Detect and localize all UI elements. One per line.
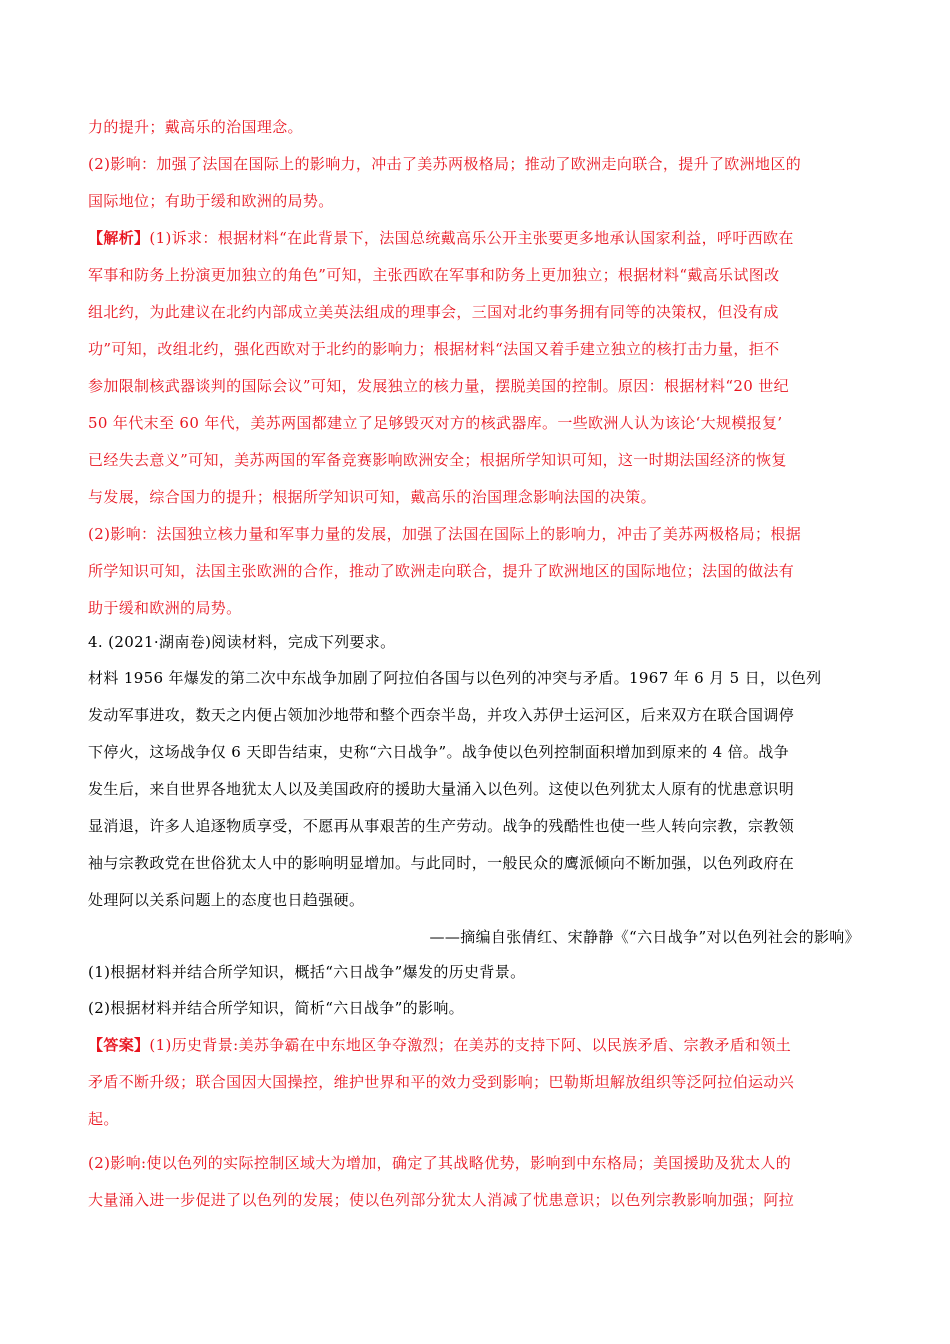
material-line: 下停火，这场战争仅 6 天即告结束，史称“六日战争”。战争使以色列控制面积增加到原来的 4 倍。战争: [88, 743, 790, 761]
answer-tag: 【答案】: [88, 1036, 150, 1054]
analysis-tag: 【解析】: [88, 229, 150, 247]
question-item: (2)根据材料并结合所学知识，简析“六日战争”的影响。: [88, 999, 465, 1017]
analysis-line: 参加限制核武器谈判的国际会议”可知，发展独立的核力量，摆脱美国的控制。原因：根据材料“20 世纪: [88, 377, 789, 395]
analysis-line: 与发展，综合国力的提升；根据所学知识可知，戴高乐的治国理念影响法国的决策。: [88, 488, 656, 506]
material-line: 发动军事进攻，数天之内便占领加沙地带和整个西奈半岛，并攻入苏伊士运河区，后来双方在联合国调停: [88, 706, 795, 724]
prev-answer-impact-line: 国际地位；有助于缓和欧洲的局势。: [88, 192, 334, 210]
material-line: 发生后，来自世界各地犹太人以及美国政府的援助大量涌入以色列。这使以色列犹太人原有的忧患意识明: [88, 780, 795, 798]
answer-impact-line: 大量涌入进一步促进了以色列的发展；使以色列部分犹太人消减了忧患意识；以色列宗教影响加强；阿拉: [88, 1191, 795, 1209]
material-line: 显消退，许多人追逐物质享受，不愿再从事艰苦的生产劳动。战争的残酷性也使一些人转向宗教，宗教领: [88, 817, 795, 835]
analysis-impact-line: 所学知识可知，法国主张欧洲的合作，推动了欧洲走向联合，提升了欧洲地区的国际地位；法国的做法有: [88, 562, 795, 580]
material-line: 袖与宗教政党在世俗犹太人中的影响明显增加。与此同时，一般民众的鹰派倾向不断加强，以色列政府在: [88, 854, 795, 872]
analysis-impact-line: (2)影响：法国独立核力量和军事力量的发展，加强了法国在国际上的影响力，冲击了美苏两极格局；根据: [88, 525, 802, 543]
analysis-impact-line: 助于缓和欧洲的局势。: [88, 599, 242, 617]
analysis-text: (1)诉求：根据材料“在此背景下，法国总统戴高乐公开主张要更多地承认国家利益，呼吁西欧在: [149, 229, 794, 247]
answer-impact-line: (2)影响:使以色列的实际控制区域大为增加，确定了其战略优势，影响到中东格局；美国援助及犹太人的: [88, 1154, 792, 1172]
answer-line: 起。: [88, 1110, 119, 1128]
answer-text: (1)历史背景:美苏争霸在中东地区争夺激烈；在美苏的支持下阿、以民族矛盾、宗教矛盾和领土: [149, 1036, 792, 1054]
analysis-line: 功”可知，改组北约，强化西欧对于北约的影响力；根据材料“法国又着手建立独立的核打击力量，拒不: [88, 340, 780, 358]
answer-line: 矛盾不断升级；联合国因大国操控，维护世界和平的效力受到影响；巴勒斯坦解放组织等泛阿拉伯运动兴: [88, 1073, 795, 1091]
answer-line: [88, 1035, 868, 1055]
analysis-line: 已经失去意义”可知，美苏两国的军备竞赛影响欧洲安全；根据所学知识可知，这一时期法国经济的恢复: [88, 451, 787, 469]
prev-answer-impact-line: (2)影响：加强了法国在国际上的影响力，冲击了美苏两极格局；推动了欧洲走向联合，提升了欧洲地区的: [88, 155, 802, 173]
prev-answer-line: 力的提升；戴高乐的治国理念。: [88, 118, 303, 136]
analysis-line: 军事和防务上扮演更加独立的角色”可知，主张西欧在军事和防务上更加独立；根据材料“戴高乐试图改: [88, 266, 780, 284]
material-source: ——摘编自张倩红、宋静静《“六日战争”对以色列社会的影响》: [429, 928, 860, 946]
question-heading: 4. (2021·湖南卷)阅读材料，完成下列要求。: [88, 633, 396, 651]
analysis-line: 组北约，为此建议在北约内部成立美英法组成的理事会，三国对北约事务拥有同等的决策权，但没有成: [88, 303, 779, 321]
material-line: 材料 1956 年爆发的第二次中东战争加剧了阿拉伯各国与以色列的冲突与矛盾。1967 年 6 月 5 日，以色列: [88, 669, 822, 687]
material-line: 处理阿以关系问题上的态度也日趋强硬。: [88, 891, 365, 909]
analysis-line: [88, 228, 868, 248]
question-item: (1)根据材料并结合所学知识，概括“六日战争”爆发的历史背景。: [88, 963, 526, 981]
analysis-line: 50 年代末至 60 年代，美苏两国都建立了足够毁灭对方的核武器库。一些欧洲人认为该论‘大规模报复’: [88, 414, 783, 432]
